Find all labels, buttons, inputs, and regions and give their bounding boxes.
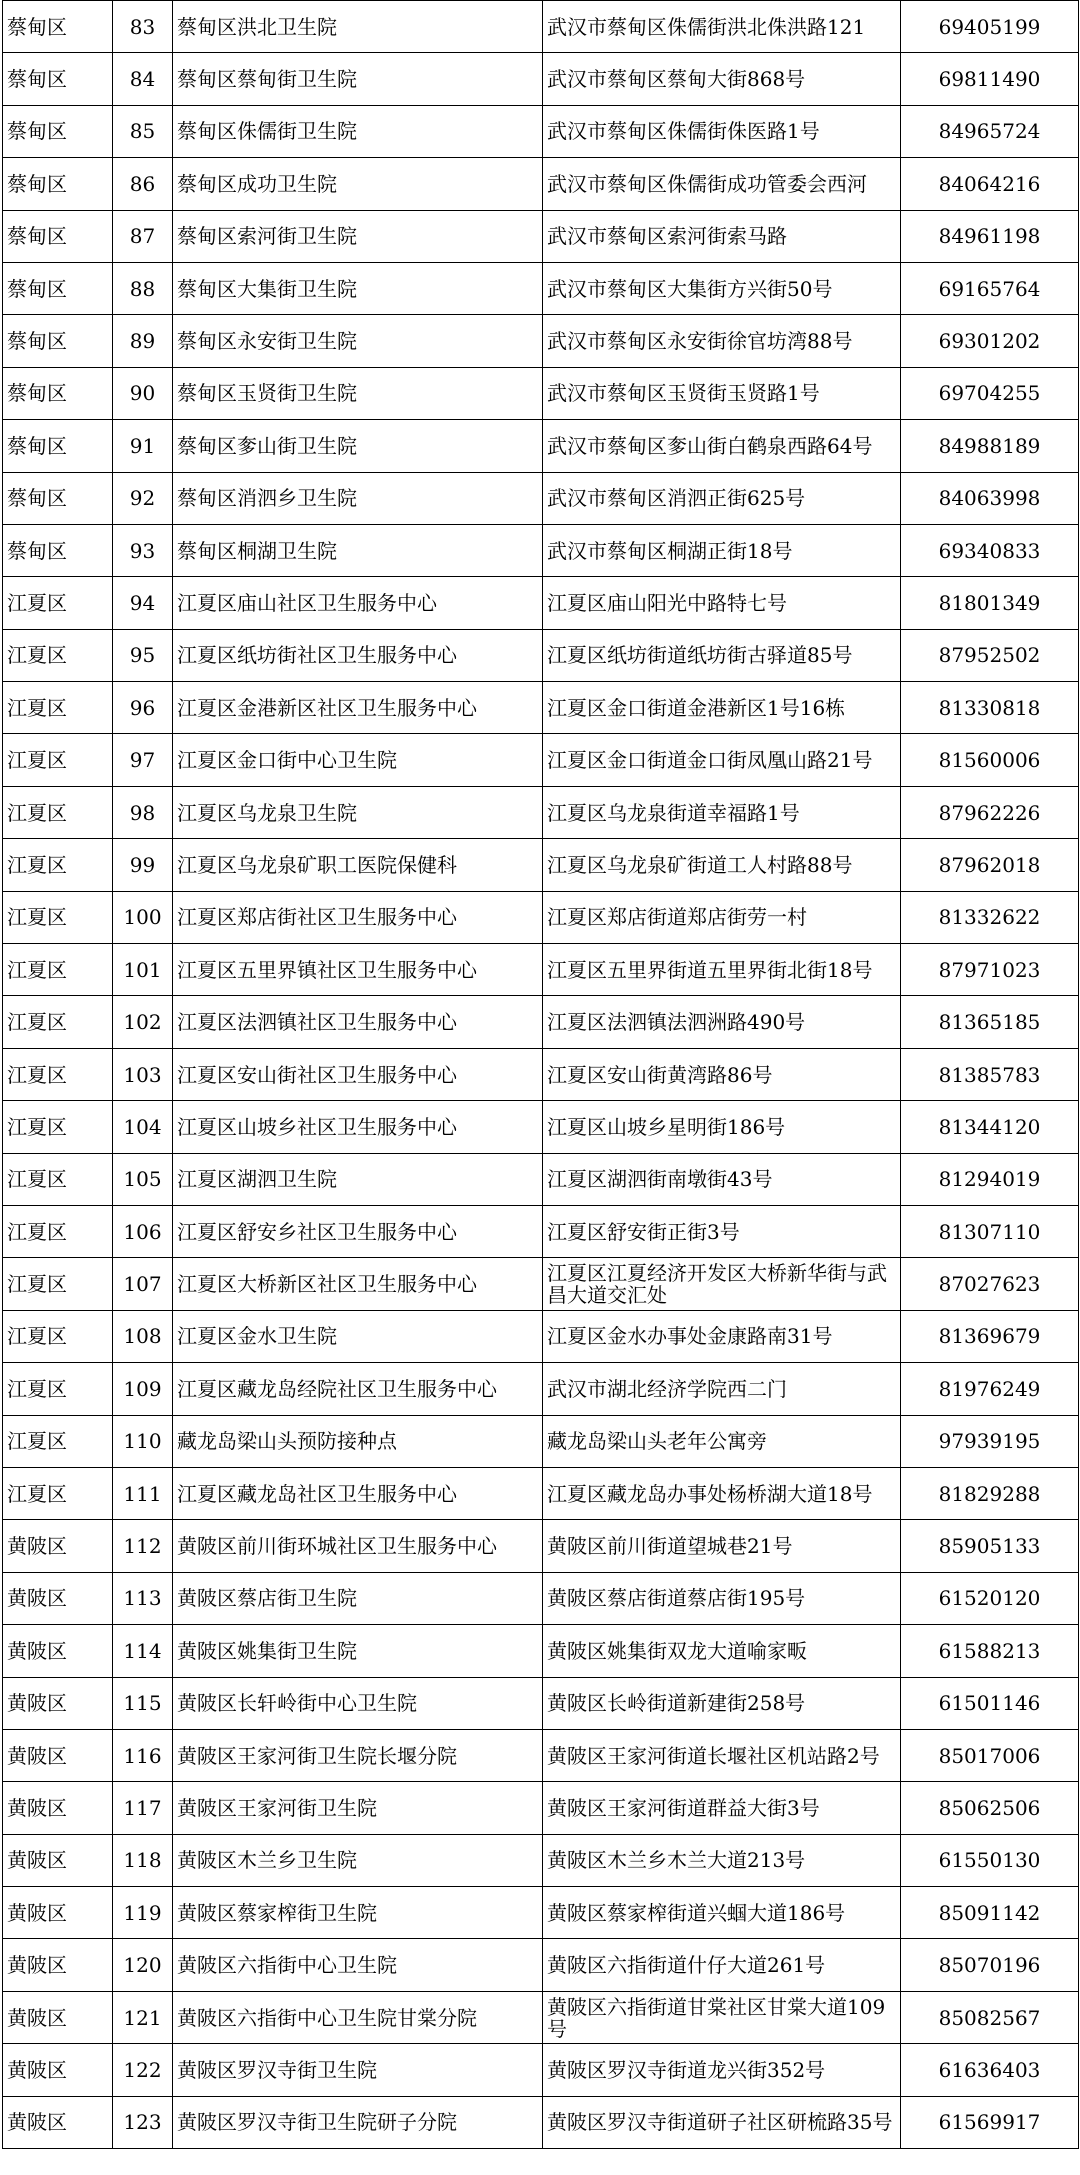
address-cell: 黄陂区六指街道甘棠社区甘棠大道109号 bbox=[543, 1991, 901, 2043]
clinic-name-cell: 江夏区金水卫生院 bbox=[173, 1310, 543, 1362]
number-cell: 85 bbox=[113, 105, 173, 157]
district-cell: 江夏区 bbox=[3, 839, 113, 891]
clinic-name-cell: 江夏区五里界镇社区卫生服务中心 bbox=[173, 944, 543, 996]
number-cell: 110 bbox=[113, 1415, 173, 1467]
number-cell: 113 bbox=[113, 1572, 173, 1624]
table-row bbox=[3, 786, 1079, 838]
phone-cell: 81365185 bbox=[901, 996, 1079, 1048]
district-cell: 江夏区 bbox=[3, 1363, 113, 1415]
number-cell: 102 bbox=[113, 996, 173, 1048]
district-cell: 蔡甸区 bbox=[3, 105, 113, 157]
address-cell: 武汉市蔡甸区消泗正街625号 bbox=[543, 472, 901, 524]
number-cell: 121 bbox=[113, 1991, 173, 2043]
number-cell: 111 bbox=[113, 1467, 173, 1519]
phone-cell: 87971023 bbox=[901, 944, 1079, 996]
district-cell: 江夏区 bbox=[3, 1467, 113, 1519]
phone-cell: 85091142 bbox=[901, 1887, 1079, 1939]
number-cell: 108 bbox=[113, 1310, 173, 1362]
district-cell: 蔡甸区 bbox=[3, 210, 113, 262]
phone-cell: 61588213 bbox=[901, 1625, 1079, 1677]
phone-cell: 85070196 bbox=[901, 1939, 1079, 1991]
phone-cell: 81976249 bbox=[901, 1363, 1079, 1415]
number-cell: 94 bbox=[113, 577, 173, 629]
address-cell: 江夏区藏龙岛办事处杨桥湖大道18号 bbox=[543, 1467, 901, 1519]
number-cell: 114 bbox=[113, 1625, 173, 1677]
phone-cell: 81332622 bbox=[901, 891, 1079, 943]
district-cell: 蔡甸区 bbox=[3, 262, 113, 314]
address-cell: 江夏区法泗镇法泗洲路490号 bbox=[543, 996, 901, 1048]
phone-cell: 81801349 bbox=[901, 577, 1079, 629]
number-cell: 104 bbox=[113, 1101, 173, 1153]
number-cell: 107 bbox=[113, 1258, 173, 1310]
table-row bbox=[3, 944, 1079, 996]
clinic-name-cell: 黄陂区蔡店街卫生院 bbox=[173, 1572, 543, 1624]
clinic-name-cell: 蔡甸区奓山街卫生院 bbox=[173, 420, 543, 472]
address-cell: 江夏区五里界街道五里界街北街18号 bbox=[543, 944, 901, 996]
district-cell: 蔡甸区 bbox=[3, 1, 113, 53]
phone-cell: 81307110 bbox=[901, 1205, 1079, 1257]
address-cell: 武汉市湖北经济学院西二门 bbox=[543, 1363, 901, 1415]
phone-cell: 61636403 bbox=[901, 2044, 1079, 2096]
clinic-name-cell: 蔡甸区消泗乡卫生院 bbox=[173, 472, 543, 524]
table-row bbox=[3, 1048, 1079, 1100]
phone-cell: 84965724 bbox=[901, 105, 1079, 157]
number-cell: 92 bbox=[113, 472, 173, 524]
phone-cell: 69704255 bbox=[901, 367, 1079, 419]
table-row bbox=[3, 682, 1079, 734]
address-cell: 武汉市蔡甸区大集街方兴街50号 bbox=[543, 262, 901, 314]
phone-cell: 61520120 bbox=[901, 1572, 1079, 1624]
table-row bbox=[3, 1939, 1079, 1991]
number-cell: 88 bbox=[113, 262, 173, 314]
phone-cell: 84063998 bbox=[901, 472, 1079, 524]
address-cell: 黄陂区蔡店街道蔡店街195号 bbox=[543, 1572, 901, 1624]
district-cell: 蔡甸区 bbox=[3, 53, 113, 105]
district-cell: 黄陂区 bbox=[3, 1677, 113, 1729]
address-cell: 江夏区金口街道金港新区1号16栋 bbox=[543, 682, 901, 734]
address-cell: 黄陂区前川街道望城巷21号 bbox=[543, 1520, 901, 1572]
district-cell: 蔡甸区 bbox=[3, 315, 113, 367]
phone-cell: 81330818 bbox=[901, 682, 1079, 734]
clinic-name-cell: 江夏区金口街中心卫生院 bbox=[173, 734, 543, 786]
address-cell: 黄陂区王家河街道长堰社区机站路2号 bbox=[543, 1729, 901, 1781]
district-cell: 蔡甸区 bbox=[3, 472, 113, 524]
clinic-name-cell: 蔡甸区玉贤街卫生院 bbox=[173, 367, 543, 419]
district-cell: 黄陂区 bbox=[3, 1991, 113, 2043]
table-row bbox=[3, 1153, 1079, 1205]
table-row bbox=[3, 1467, 1079, 1519]
phone-cell: 69165764 bbox=[901, 262, 1079, 314]
address-cell: 江夏区湖泗街南墩街43号 bbox=[543, 1153, 901, 1205]
clinic-name-cell: 黄陂区罗汉寺街卫生院 bbox=[173, 2044, 543, 2096]
table-row bbox=[3, 158, 1079, 210]
table-row bbox=[3, 1834, 1079, 1886]
address-cell: 武汉市蔡甸区侏儒街成功管委会西河 bbox=[543, 158, 901, 210]
district-cell: 江夏区 bbox=[3, 891, 113, 943]
table-row bbox=[3, 1205, 1079, 1257]
table-row bbox=[3, 1, 1079, 53]
address-cell: 藏龙岛梁山头老年公寓旁 bbox=[543, 1415, 901, 1467]
clinic-name-cell: 黄陂区姚集街卫生院 bbox=[173, 1625, 543, 1677]
district-cell: 黄陂区 bbox=[3, 1729, 113, 1781]
clinic-name-cell: 蔡甸区索河街卫生院 bbox=[173, 210, 543, 262]
district-cell: 江夏区 bbox=[3, 786, 113, 838]
address-cell: 黄陂区木兰乡木兰大道213号 bbox=[543, 1834, 901, 1886]
clinic-table bbox=[2, 0, 1079, 2149]
clinic-name-cell: 江夏区郑店街社区卫生服务中心 bbox=[173, 891, 543, 943]
table-row bbox=[3, 315, 1079, 367]
district-cell: 蔡甸区 bbox=[3, 367, 113, 419]
phone-cell: 81294019 bbox=[901, 1153, 1079, 1205]
table-row bbox=[3, 53, 1079, 105]
clinic-name-cell: 蔡甸区永安街卫生院 bbox=[173, 315, 543, 367]
number-cell: 96 bbox=[113, 682, 173, 734]
table-row bbox=[3, 210, 1079, 262]
address-cell: 江夏区庙山阳光中路特七号 bbox=[543, 577, 901, 629]
number-cell: 120 bbox=[113, 1939, 173, 1991]
address-cell: 黄陂区罗汉寺街道龙兴街352号 bbox=[543, 2044, 901, 2096]
address-cell: 江夏区纸坊街道纸坊街古驿道85号 bbox=[543, 629, 901, 681]
address-cell: 武汉市蔡甸区桐湖正街18号 bbox=[543, 524, 901, 576]
phone-cell: 69340833 bbox=[901, 524, 1079, 576]
district-cell: 江夏区 bbox=[3, 629, 113, 681]
number-cell: 112 bbox=[113, 1520, 173, 1572]
district-cell: 蔡甸区 bbox=[3, 524, 113, 576]
table-row bbox=[3, 472, 1079, 524]
district-cell: 江夏区 bbox=[3, 682, 113, 734]
number-cell: 117 bbox=[113, 1782, 173, 1834]
address-cell: 武汉市蔡甸区蔡甸大街868号 bbox=[543, 53, 901, 105]
table-row bbox=[3, 1729, 1079, 1781]
clinic-name-cell: 江夏区法泗镇社区卫生服务中心 bbox=[173, 996, 543, 1048]
clinic-name-cell: 蔡甸区洪北卫生院 bbox=[173, 1, 543, 53]
table-row bbox=[3, 1415, 1079, 1467]
clinic-name-cell: 江夏区乌龙泉卫生院 bbox=[173, 786, 543, 838]
district-cell: 黄陂区 bbox=[3, 1887, 113, 1939]
address-cell: 江夏区乌龙泉街道幸福路1号 bbox=[543, 786, 901, 838]
district-cell: 江夏区 bbox=[3, 1153, 113, 1205]
number-cell: 84 bbox=[113, 53, 173, 105]
phone-cell: 84961198 bbox=[901, 210, 1079, 262]
phone-cell: 87962018 bbox=[901, 839, 1079, 891]
clinic-table-body bbox=[3, 1, 1079, 2149]
table-row bbox=[3, 1625, 1079, 1677]
address-cell: 武汉市蔡甸区侏儒街侏医路1号 bbox=[543, 105, 901, 157]
phone-cell: 85017006 bbox=[901, 1729, 1079, 1781]
phone-cell: 85062506 bbox=[901, 1782, 1079, 1834]
table-row bbox=[3, 1782, 1079, 1834]
number-cell: 122 bbox=[113, 2044, 173, 2096]
number-cell: 119 bbox=[113, 1887, 173, 1939]
phone-cell: 81369679 bbox=[901, 1310, 1079, 1362]
district-cell: 江夏区 bbox=[3, 1310, 113, 1362]
clinic-name-cell: 黄陂区罗汉寺街卫生院研子分院 bbox=[173, 2096, 543, 2148]
district-cell: 江夏区 bbox=[3, 1048, 113, 1100]
clinic-name-cell: 蔡甸区成功卫生院 bbox=[173, 158, 543, 210]
phone-cell: 84988189 bbox=[901, 420, 1079, 472]
table-row bbox=[3, 839, 1079, 891]
phone-cell: 61550130 bbox=[901, 1834, 1079, 1886]
table-row bbox=[3, 1991, 1079, 2043]
table-row bbox=[3, 1572, 1079, 1624]
clinic-name-cell: 江夏区山坡乡社区卫生服务中心 bbox=[173, 1101, 543, 1153]
clinic-name-cell: 黄陂区长轩岭街中心卫生院 bbox=[173, 1677, 543, 1729]
address-cell: 武汉市蔡甸区奓山街白鹤泉西路64号 bbox=[543, 420, 901, 472]
clinic-name-cell: 江夏区纸坊街社区卫生服务中心 bbox=[173, 629, 543, 681]
phone-cell: 81344120 bbox=[901, 1101, 1079, 1153]
clinic-name-cell: 黄陂区蔡家榨街卫生院 bbox=[173, 1887, 543, 1939]
number-cell: 109 bbox=[113, 1363, 173, 1415]
table-row bbox=[3, 262, 1079, 314]
table-row bbox=[3, 105, 1079, 157]
phone-cell: 97939195 bbox=[901, 1415, 1079, 1467]
phone-cell: 81829288 bbox=[901, 1467, 1079, 1519]
district-cell: 江夏区 bbox=[3, 1415, 113, 1467]
number-cell: 98 bbox=[113, 786, 173, 838]
district-cell: 江夏区 bbox=[3, 1101, 113, 1153]
phone-cell: 81385783 bbox=[901, 1048, 1079, 1100]
number-cell: 116 bbox=[113, 1729, 173, 1781]
table-row bbox=[3, 1363, 1079, 1415]
clinic-name-cell: 江夏区湖泗卫生院 bbox=[173, 1153, 543, 1205]
district-cell: 蔡甸区 bbox=[3, 420, 113, 472]
address-cell: 江夏区金口街道金口街凤凰山路21号 bbox=[543, 734, 901, 786]
table-row bbox=[3, 1101, 1079, 1153]
address-cell: 江夏区江夏经济开发区大桥新华街与武昌大道交汇处 bbox=[543, 1258, 901, 1310]
table-row bbox=[3, 891, 1079, 943]
number-cell: 97 bbox=[113, 734, 173, 786]
number-cell: 115 bbox=[113, 1677, 173, 1729]
table-row bbox=[3, 420, 1079, 472]
clinic-name-cell: 黄陂区王家河街卫生院 bbox=[173, 1782, 543, 1834]
phone-cell: 69301202 bbox=[901, 315, 1079, 367]
phone-cell: 61569917 bbox=[901, 2096, 1079, 2148]
number-cell: 87 bbox=[113, 210, 173, 262]
address-cell: 武汉市蔡甸区索河街索马路 bbox=[543, 210, 901, 262]
phone-cell: 87027623 bbox=[901, 1258, 1079, 1310]
district-cell: 黄陂区 bbox=[3, 1939, 113, 1991]
table-row bbox=[3, 1677, 1079, 1729]
clinic-name-cell: 黄陂区木兰乡卫生院 bbox=[173, 1834, 543, 1886]
number-cell: 101 bbox=[113, 944, 173, 996]
district-cell: 黄陂区 bbox=[3, 1572, 113, 1624]
clinic-name-cell: 江夏区乌龙泉矿职工医院保健科 bbox=[173, 839, 543, 891]
table-row bbox=[3, 1887, 1079, 1939]
address-cell: 黄陂区王家河街道群益大街3号 bbox=[543, 1782, 901, 1834]
number-cell: 106 bbox=[113, 1205, 173, 1257]
clinic-name-cell: 黄陂区王家河街卫生院长堰分院 bbox=[173, 1729, 543, 1781]
table-row bbox=[3, 1520, 1079, 1572]
district-cell: 蔡甸区 bbox=[3, 158, 113, 210]
table-row bbox=[3, 1258, 1079, 1310]
clinic-name-cell: 江夏区大桥新区社区卫生服务中心 bbox=[173, 1258, 543, 1310]
district-cell: 黄陂区 bbox=[3, 2096, 113, 2148]
table-row bbox=[3, 524, 1079, 576]
address-cell: 武汉市蔡甸区侏儒街洪北侏洪路121 bbox=[543, 1, 901, 53]
table-row bbox=[3, 2096, 1079, 2148]
number-cell: 91 bbox=[113, 420, 173, 472]
district-cell: 黄陂区 bbox=[3, 1834, 113, 1886]
district-cell: 江夏区 bbox=[3, 1258, 113, 1310]
address-cell: 江夏区金水办事处金康路南31号 bbox=[543, 1310, 901, 1362]
clinic-name-cell: 江夏区藏龙岛社区卫生服务中心 bbox=[173, 1467, 543, 1519]
district-cell: 黄陂区 bbox=[3, 2044, 113, 2096]
clinic-name-cell: 江夏区金港新区社区卫生服务中心 bbox=[173, 682, 543, 734]
address-cell: 武汉市蔡甸区玉贤街玉贤路1号 bbox=[543, 367, 901, 419]
number-cell: 95 bbox=[113, 629, 173, 681]
district-cell: 黄陂区 bbox=[3, 1520, 113, 1572]
address-cell: 江夏区山坡乡星明街186号 bbox=[543, 1101, 901, 1153]
address-cell: 江夏区郑店街道郑店街劳一村 bbox=[543, 891, 901, 943]
address-cell: 江夏区安山街黄湾路86号 bbox=[543, 1048, 901, 1100]
clinic-name-cell: 江夏区安山街社区卫生服务中心 bbox=[173, 1048, 543, 1100]
phone-cell: 69405199 bbox=[901, 1, 1079, 53]
table-row bbox=[3, 2044, 1079, 2096]
number-cell: 83 bbox=[113, 1, 173, 53]
number-cell: 93 bbox=[113, 524, 173, 576]
phone-cell: 85905133 bbox=[901, 1520, 1079, 1572]
clinic-name-cell: 蔡甸区大集街卫生院 bbox=[173, 262, 543, 314]
number-cell: 86 bbox=[113, 158, 173, 210]
address-cell: 黄陂区姚集街双龙大道喻家畈 bbox=[543, 1625, 901, 1677]
district-cell: 黄陂区 bbox=[3, 1782, 113, 1834]
table-row bbox=[3, 577, 1079, 629]
clinic-name-cell: 藏龙岛梁山头预防接种点 bbox=[173, 1415, 543, 1467]
table-row bbox=[3, 629, 1079, 681]
clinic-name-cell: 江夏区藏龙岛经院社区卫生服务中心 bbox=[173, 1363, 543, 1415]
phone-cell: 61501146 bbox=[901, 1677, 1079, 1729]
address-cell: 黄陂区六指街道什仔大道261号 bbox=[543, 1939, 901, 1991]
number-cell: 105 bbox=[113, 1153, 173, 1205]
clinic-name-cell: 蔡甸区蔡甸街卫生院 bbox=[173, 53, 543, 105]
number-cell: 118 bbox=[113, 1834, 173, 1886]
district-cell: 江夏区 bbox=[3, 577, 113, 629]
clinic-name-cell: 江夏区舒安乡社区卫生服务中心 bbox=[173, 1205, 543, 1257]
address-cell: 黄陂区罗汉寺街道研子社区研梳路35号 bbox=[543, 2096, 901, 2148]
clinic-name-cell: 蔡甸区桐湖卫生院 bbox=[173, 524, 543, 576]
clinic-name-cell: 蔡甸区侏儒街卫生院 bbox=[173, 105, 543, 157]
number-cell: 100 bbox=[113, 891, 173, 943]
phone-cell: 87962226 bbox=[901, 786, 1079, 838]
number-cell: 89 bbox=[113, 315, 173, 367]
clinic-name-cell: 江夏区庙山社区卫生服务中心 bbox=[173, 577, 543, 629]
clinic-name-cell: 黄陂区六指街中心卫生院甘棠分院 bbox=[173, 1991, 543, 2043]
district-cell: 江夏区 bbox=[3, 996, 113, 1048]
address-cell: 黄陂区长岭街道新建街258号 bbox=[543, 1677, 901, 1729]
address-cell: 江夏区舒安街正街3号 bbox=[543, 1205, 901, 1257]
number-cell: 123 bbox=[113, 2096, 173, 2148]
phone-cell: 81560006 bbox=[901, 734, 1079, 786]
district-cell: 江夏区 bbox=[3, 1205, 113, 1257]
address-cell: 黄陂区蔡家榨街道兴蝈大道186号 bbox=[543, 1887, 901, 1939]
clinic-name-cell: 黄陂区六指街中心卫生院 bbox=[173, 1939, 543, 1991]
clinic-name-cell: 黄陂区前川街环城社区卫生服务中心 bbox=[173, 1520, 543, 1572]
phone-cell: 69811490 bbox=[901, 53, 1079, 105]
table-row bbox=[3, 1310, 1079, 1362]
address-cell: 江夏区乌龙泉矿街道工人村路88号 bbox=[543, 839, 901, 891]
number-cell: 90 bbox=[113, 367, 173, 419]
table-row bbox=[3, 734, 1079, 786]
district-cell: 黄陂区 bbox=[3, 1625, 113, 1677]
district-cell: 江夏区 bbox=[3, 734, 113, 786]
table-row bbox=[3, 367, 1079, 419]
number-cell: 103 bbox=[113, 1048, 173, 1100]
address-cell: 武汉市蔡甸区永安街徐官坊湾88号 bbox=[543, 315, 901, 367]
phone-cell: 87952502 bbox=[901, 629, 1079, 681]
phone-cell: 85082567 bbox=[901, 1991, 1079, 2043]
phone-cell: 84064216 bbox=[901, 158, 1079, 210]
table-row bbox=[3, 996, 1079, 1048]
district-cell: 江夏区 bbox=[3, 944, 113, 996]
number-cell: 99 bbox=[113, 839, 173, 891]
